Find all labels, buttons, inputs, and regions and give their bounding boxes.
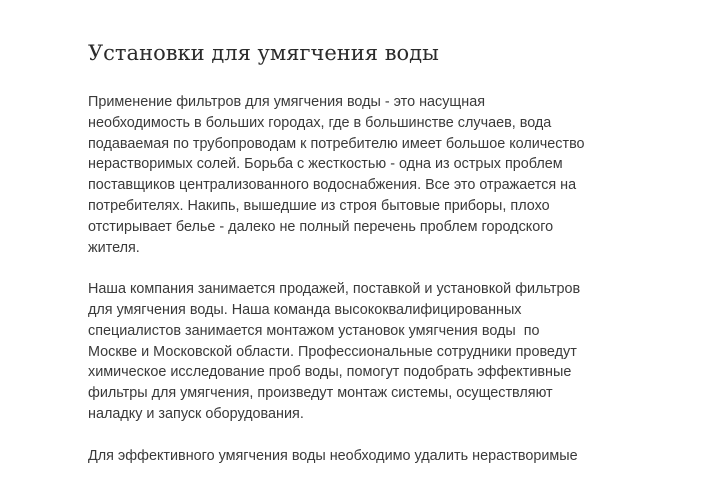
article-body <box>88 92 688 480</box>
text-line: потребителях. Накипь, вышедшие из строя бытовые приборы, плохо <box>88 197 550 214</box>
text-line: жителя. <box>88 239 140 256</box>
text-line: отстирывает белье - далеко не полный перечень проблем городского <box>88 218 554 235</box>
text-line: поставщиков централизованного водоснабжения. Все это отражается на <box>88 177 577 194</box>
text-line: химическое исследование проб воды, помогут подобрать эффективные <box>88 364 572 381</box>
text-line: подаваемая по трубопроводам к потребителю имеет большое количество <box>88 135 585 152</box>
text-line: Для эффективного умягчения воды необходимо удалить нерастворимые <box>88 447 578 464</box>
text-line: необходимость в больших городах, где в большинстве случаев, вода <box>88 114 552 131</box>
article-paragraph-2 <box>88 279 688 425</box>
text-line: Применение фильтров для умягчения воды - это насущная <box>88 94 486 110</box>
text-line: нерастворимых солей. Борьба с жесткостью - одна из острых проблем <box>88 156 563 173</box>
article-paragraph-3 <box>88 446 688 467</box>
text-line: Наша компания занимается продажей, поставкой и установкой фильтров <box>88 281 581 298</box>
text-line: наладку и запуск оборудования. <box>88 405 304 422</box>
article-paragraph-1 <box>88 92 688 258</box>
text-line: Москве и Московской области. Профессиональные сотрудники проведут <box>88 343 577 360</box>
article-title: Установки для умягчения воды <box>88 41 439 65</box>
text-line: фильтры для умягчения, произведут монтаж системы, осуществляют <box>88 385 553 402</box>
text-line: специалистов занимается монтажом установок умягчения воды по <box>88 322 540 339</box>
text-line: для умягчения воды. Наша команда высококвалифицированных <box>88 301 522 318</box>
